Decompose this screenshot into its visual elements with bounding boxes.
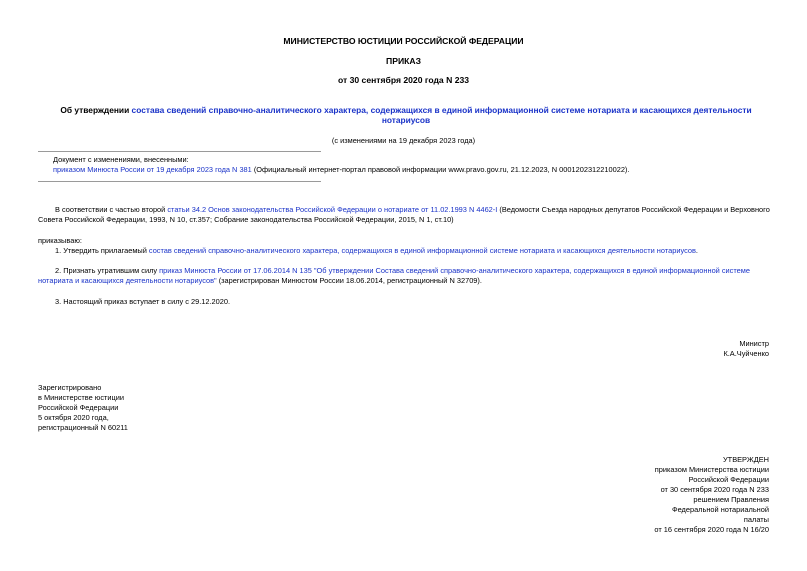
approved-line-4: от 30 сентября 2020 года N 233 bbox=[660, 485, 769, 494]
approved-block bbox=[654, 455, 769, 535]
approved-line-3: Российской Федерации bbox=[688, 475, 769, 484]
registration-line-4: 5 октября 2020 года, bbox=[38, 413, 109, 422]
changes-box-bottom-rule bbox=[38, 181, 321, 182]
composition-link[interactable]: состав сведений справочно-аналитического характера, содержащихся в единой информационной системе нотариата и касающихся деятельности нотариусов bbox=[148, 246, 696, 255]
approved-line-5: решением Правления bbox=[693, 495, 769, 504]
ministry-heading: МИНИСТЕРСТВО ЮСТИЦИИ РОССИЙСКОЙ ФЕДЕРАЦИИ bbox=[283, 36, 524, 46]
signature-block bbox=[723, 339, 769, 359]
approved-line-2: приказом Министерства юстиции bbox=[654, 465, 769, 474]
item-3: 3. Настоящий приказ вступает в силу с 29.12.2020. bbox=[55, 297, 231, 306]
item-1-start: 1. Утвердить прилагаемый bbox=[55, 246, 149, 255]
registration-line-3: Российской Федерации bbox=[38, 403, 119, 412]
changes-rest: (Официальный интернет-портал правовой информации www.pravo.gov.ru, 21.12.2023, N 0001202312210022). bbox=[251, 165, 630, 174]
amending-order-link[interactable]: приказом Минюста России от 19 декабря 2023 года N 381 bbox=[53, 165, 252, 174]
law-article-link[interactable]: статьи 34.2 Основ законодательства Российской Федерации о нотариате от 11.02.1993 N 4462-I bbox=[167, 205, 498, 214]
registration-line-5: регистрационный N 60211 bbox=[38, 423, 128, 432]
registration-line-2: в Министерстве юстиции bbox=[38, 393, 125, 402]
document-title bbox=[56, 105, 756, 125]
repealed-order-link[interactable]: приказ Минюста России от 17.06.2014 N 135 "Об утверждении Состава сведений справочно-аналитического характера, содержащихся в единой информационной системе нотариата и касающихся деятельности нотариусов" bbox=[38, 266, 750, 285]
item-2-start: 2. Признать утратившим силу bbox=[55, 266, 160, 275]
approved-line-6: Федеральной нотариальной bbox=[671, 505, 769, 514]
item-1 bbox=[38, 246, 771, 256]
preamble-rest: (Ведомости Съезда народных депутатов Российской Федерации и Верховного Совета Российской Федерации, 1993, N 10, ст.357; Собрание законодательства Российской Федерации, 2015, N 1, ст.10) bbox=[38, 205, 770, 224]
doc-type-heading: ПРИКАЗ bbox=[386, 56, 421, 66]
approved-line-1: УТВЕРЖДЕН bbox=[722, 455, 769, 464]
item-2 bbox=[38, 266, 771, 286]
changes-intro: Документ с изменениями, внесенными: bbox=[53, 155, 189, 164]
signature-name: К.А.Чуйченко bbox=[723, 349, 769, 358]
changes-line bbox=[38, 165, 771, 175]
approved-line-8: от 16 сентября 2020 года N 16/20 bbox=[654, 525, 769, 534]
title-prefix: Об утверждении bbox=[60, 105, 132, 115]
doc-date-number: от 30 сентября 2020 года N 233 bbox=[337, 75, 470, 85]
changes-box-top-rule bbox=[38, 151, 321, 152]
changes-box bbox=[38, 155, 771, 175]
item-1-end: . bbox=[695, 246, 698, 255]
preamble-paragraph bbox=[38, 205, 771, 225]
approved-line-7: палаты bbox=[743, 515, 769, 524]
order-word: приказываю: bbox=[38, 236, 82, 245]
title-link[interactable]: состава сведений справочно-аналитического характера, содержащихся в единой информационной системе нотариата и касающихся деятельности нотариусов bbox=[131, 105, 752, 125]
registration-line-1: Зарегистрировано bbox=[38, 383, 102, 392]
amendment-note: (с изменениями на 19 декабря 2023 года) bbox=[331, 136, 476, 145]
preamble-start: В соответствии с частью второй bbox=[55, 205, 168, 214]
item-2-rest: (зарегистрирован Минюстом России 18.06.2014, регистрационный N 32709). bbox=[216, 276, 482, 285]
signature-position: Министр bbox=[739, 339, 769, 348]
registration-block bbox=[38, 383, 128, 433]
